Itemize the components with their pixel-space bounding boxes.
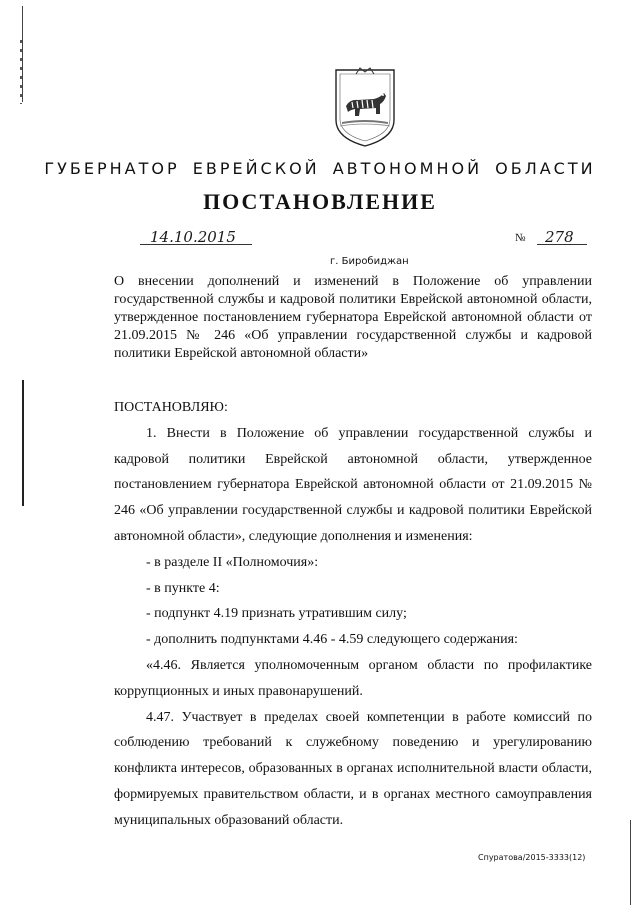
number-underline (537, 244, 587, 245)
body-paragraph: 1. Внести в Положение об управлении государственной службы и кадровой политики Еврейской автономной области, утвержденное постановлением губернатора Еврейской автономной области от 21.09.2015 № 246 «Об управлении государственной службы и кадровой политики Еврейской автономной области», следующие дополнения и изменения: (114, 425, 592, 544)
footer-code: Спуратова/2015-3333(12) (478, 853, 586, 862)
scan-edge-line (630, 820, 631, 905)
number-sign: № (515, 232, 526, 244)
city-label: г. Биробиджан (330, 256, 409, 267)
body-paragraph: - в разделе II «Полномочия»: (146, 554, 319, 570)
document-body (114, 395, 592, 834)
scan-margin-line (22, 6, 23, 102)
body-paragraph: 4.47. Участвует в пределах своей компетенции в работе комиссий по соблюдению требований к служебному поведению и урегулированию конфликта интересов, образованных в органах исполнительной власти области, формируемых правительством области, и в органах местного самоуправления муниципальных образований области. (114, 709, 592, 828)
coat-of-arms-icon (326, 66, 404, 150)
date-underline (140, 244, 252, 245)
scan-margin-dots (20, 40, 22, 104)
body-paragraph: - дополнить подпунктами 4.46 - 4.59 следующего содержания: (146, 632, 518, 648)
decree-word: ПОСТАНОВЛЯЮ: (114, 400, 228, 415)
document-title: О внесении дополнений и изменений в Положение об управлении государственной службы и кадровой политики Еврейской автономной области, утвержденное постановлением губернатора Еврейской автономной области от 21.09.2015 № 246 «Об управлении государственной службы и кадровой политики Еврейской автономной области» (114, 274, 592, 361)
document-date: 14.10.2015 (150, 228, 236, 246)
body-paragraph: - в пункте 4: (146, 580, 220, 596)
body-paragraph: «4.46. Является уполномоченным органом области по профилактике коррупционных и иных правонарушений. (114, 657, 592, 699)
body-paragraph: - подпункт 4.19 признать утратившим силу; (146, 606, 407, 622)
document-type-heading: ПОСТАНОВЛЕНИЕ (203, 189, 437, 214)
scan-margin-bar (22, 380, 24, 506)
org-heading: ГУБЕРНАТОР ЕВРЕЙСКОЙ АВТОНОМНОЙ ОБЛАСТИ (44, 159, 596, 178)
document-number: 278 (545, 228, 574, 246)
